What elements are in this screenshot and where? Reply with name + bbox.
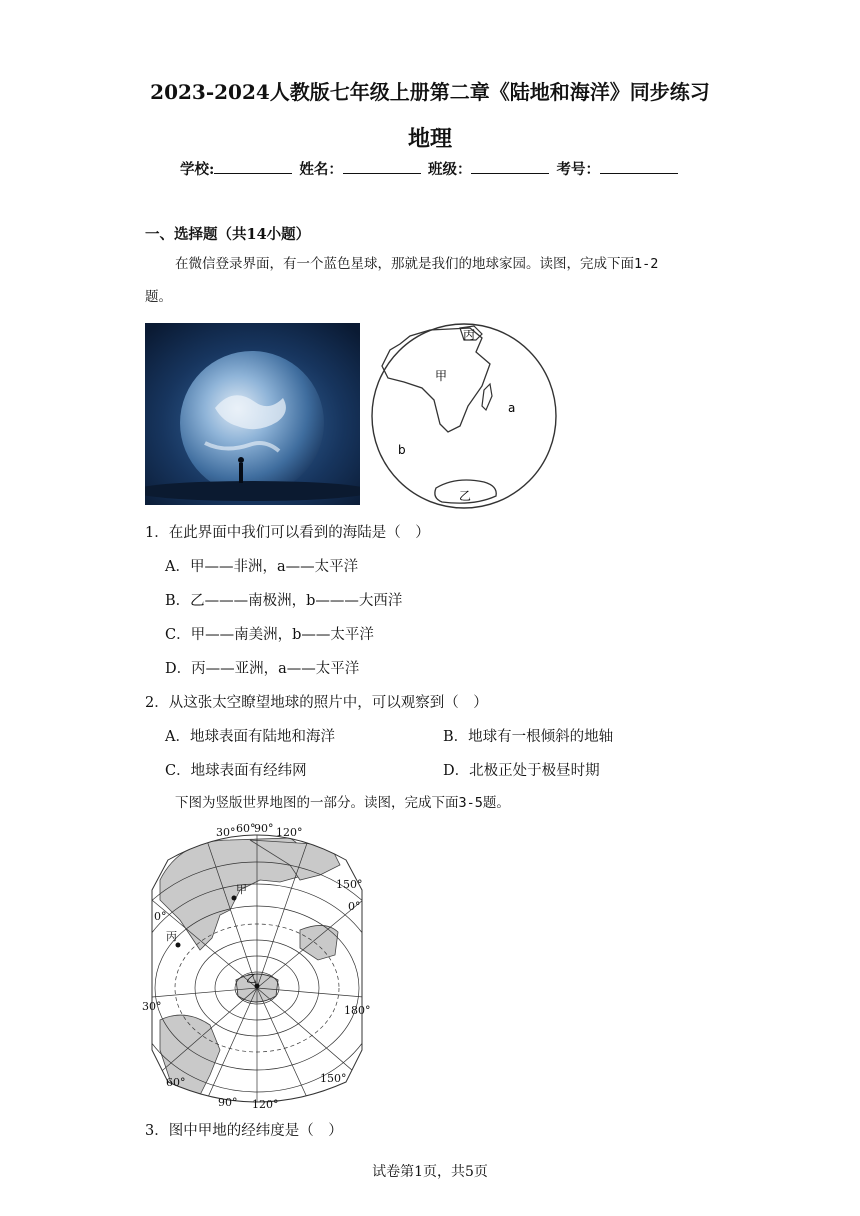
map-tick-right-0: 0° xyxy=(348,900,361,913)
map-tick-bottom-120: 120° xyxy=(252,1098,279,1111)
q2-option-c[interactable]: C．地球表面有经纬网 xyxy=(165,763,307,779)
field-class-label: 班级： xyxy=(427,161,472,178)
map-tick-top-60: 60° xyxy=(236,822,256,835)
field-name-blank[interactable] xyxy=(343,161,421,174)
q1-option-b[interactable]: B．乙———南极洲，b———大西洋 xyxy=(165,593,403,609)
field-exam-number-blank[interactable] xyxy=(600,161,678,174)
field-class-blank[interactable] xyxy=(471,161,549,174)
map-tick-top-120: 120° xyxy=(276,826,303,839)
map-label-yi: 乙 xyxy=(246,972,257,985)
student-info-fields xyxy=(0,158,860,179)
label-jia: 甲 xyxy=(435,369,448,383)
map-tick-left-0: 0° xyxy=(154,910,167,923)
q2-option-b[interactable]: B．地球有一根倾斜的地轴 xyxy=(443,729,614,745)
field-school-label: 学校: xyxy=(179,161,215,178)
map-tick-bottom-60: 60° xyxy=(166,1076,186,1089)
map-tick-left-30: 30° xyxy=(142,1000,162,1013)
map-tick-bottom-90: 90° xyxy=(218,1096,238,1109)
subject-title: 地理 xyxy=(407,126,452,152)
map-label-jia: 甲 xyxy=(236,883,247,896)
q1-stem: 1．在此界面中我们可以看到的海陆是（ ） xyxy=(145,525,430,541)
field-name-label: 姓名： xyxy=(299,161,343,178)
map-tick-top-30: 30° xyxy=(216,826,236,839)
map-tick-bottom-150: 150° xyxy=(320,1072,347,1085)
page-footer: 试卷第1页，共5页 xyxy=(372,1164,488,1180)
exam-title: 2023-2024人教版七年级上册第二章《陆地和海洋》同步练习 xyxy=(150,80,710,104)
q1-option-d[interactable]: D．丙——亚洲，a——太平洋 xyxy=(165,661,360,677)
map-label-bing: 丙 xyxy=(166,930,177,943)
q1-option-c[interactable]: C．甲——南美洲，b——太平洋 xyxy=(165,627,374,643)
earth-photo xyxy=(145,323,360,505)
q1-option-a[interactable]: A．甲——非洲，a——太平洋 xyxy=(165,559,359,575)
map-tick-right-180: 180° xyxy=(344,1004,371,1017)
map-tick-top-90: 90° xyxy=(254,822,274,835)
section-heading: 一、选择题（共14小题） xyxy=(145,226,311,243)
label-b: b xyxy=(398,443,406,457)
polar-world-map xyxy=(140,820,375,1115)
label-yi: 乙 xyxy=(459,489,472,503)
q3-stem: 3．图中甲地的经纬度是（ ） xyxy=(145,1123,343,1139)
intro2-line1: 下图为竖版世界地图的一部分。读图，完成下面3-5题。 xyxy=(175,795,510,811)
label-a: a xyxy=(508,401,516,415)
q2-stem: 2．从这张太空瞭望地球的照片中，可以观察到（ ） xyxy=(145,695,488,711)
label-bing: 丙 xyxy=(463,328,476,342)
field-school-blank[interactable] xyxy=(214,161,292,174)
field-exam-number-label: 考号： xyxy=(556,161,601,178)
q2-option-d[interactable]: D．北极正处于极昼时期 xyxy=(443,763,600,779)
intro1-line1: 在微信登录界面，有一个蓝色星球，那就是我们的地球家园。读图，完成下面1-2 xyxy=(175,256,659,272)
intro1-line2: 题。 xyxy=(145,289,172,305)
q2-option-a[interactable]: A．地球表面有陆地和海洋 xyxy=(165,729,335,745)
globe-outline-map xyxy=(368,322,560,510)
map-tick-right-150: 150° xyxy=(336,878,363,891)
